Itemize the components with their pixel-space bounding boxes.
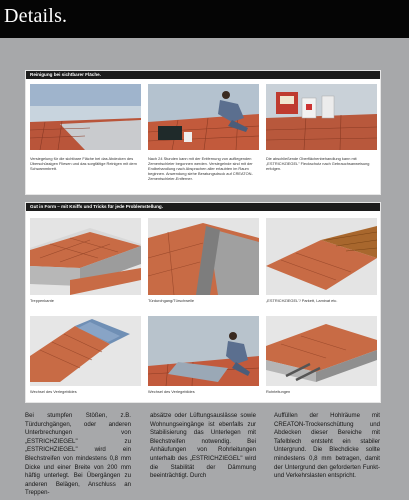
body-paragraph: Bei stumpfen Stößen, z.B. Türdurchgängen, oder anderen Unterbrechungen von „ESTRICHZIEGEL" zu „ESTRICHZIEGEL" wird ein Blechstreifen von mindestens 0,8 mm Dicke und einer Breite von 200 mm häftig unterlegt. Bei Übergängen zu anderen Belägen, Anschluss an Treppen- — [25, 412, 131, 497]
diagram-door-threshold — [148, 218, 259, 295]
caption-step-3: Die abschließende Oberflächenbehandlung kann mit „ESTRICHZIEGEL" Fleckschutz nach Gebrauchsanweisung erfolgen. — [266, 156, 370, 172]
caption-door-threshold: Türdurchgang/Türschwelle — [148, 298, 195, 303]
photo-laying-pattern-change — [148, 316, 259, 386]
caption-stair-edge: Treppenkante — [30, 298, 54, 303]
cleaning-panel — [25, 70, 381, 195]
page-header — [0, 0, 409, 38]
caption-step-1: Versiegelung für die sichtbare Fläche bei das Abdecken des Überschüssigen Fliesen und das sorgfältige Reinigen mit dem Schwammbrett. — [30, 156, 137, 172]
photo-sponge-cleaning — [30, 84, 141, 150]
caption-laying-pattern-2: Wechsel des Verlegebildes — [148, 389, 195, 394]
solutions-panel — [25, 202, 381, 403]
diagram-pipelines — [266, 316, 377, 386]
diagram-laying-pattern-change — [30, 316, 141, 386]
body-text-column-3 — [274, 412, 380, 492]
diagram-stair-edge — [30, 218, 141, 295]
photo-sealant-products — [266, 84, 377, 150]
page-title: Details. — [4, 5, 68, 27]
body-paragraph: Auffüllen der Hohlräume mit CREATON-Trockenschüttung und Abdecken dieser Bereiche mit Tafelblech entsteht ein stabiler Untergrund. Die Blechdicke sollte mindestens 0,8 mm betragen, damit der Untergrund den geforderten Funkt- und Verkehrslasten entspricht. — [274, 412, 380, 480]
caption-parquet-transition: „ESTRICHZIEGEL"/ Parkett, Laminat etc. — [266, 298, 338, 303]
caption-laying-pattern-1: Wechsel des Verlegebildes — [30, 389, 77, 394]
diagram-parquet-transition — [266, 218, 377, 295]
caption-pipelines: Rohrleitungen — [266, 389, 291, 394]
caption-step-2: Nach 24 Stunden kann mit der Entfernung von aufliegenden Zementschleier begonnen werden. Versiegelnde sind mit der Endbehandlung nach Absprachen aller erlaubten im Raum beginnen. Anwendung siehe Beratungsdruck auf CREATON-Zementschleier-Entferner. — [148, 156, 253, 182]
body-text-column-2 — [150, 412, 256, 492]
panel-heading: Gut in Form – mit Kniffs und Tricks für jede Problemstellung. — [26, 203, 380, 211]
body-text-column-1 — [25, 412, 131, 497]
photo-worker-kneeling — [148, 84, 259, 150]
body-paragraph: absätze oder Lüftungsauslässe sowie Wohnungseingänge ist ebenfalls zur Stabilisierung das Unterlegen mit Blechstreifen notwendig. Bei Anhäufungen von Rohrleitungen unterhalb des „ESTRICHZIEGEL" wird die Stabilität der Dämmung beeinträchtigt. Durch — [150, 412, 256, 480]
panel-heading: Reinigung bei sichtbarer Fläche. — [26, 71, 380, 79]
